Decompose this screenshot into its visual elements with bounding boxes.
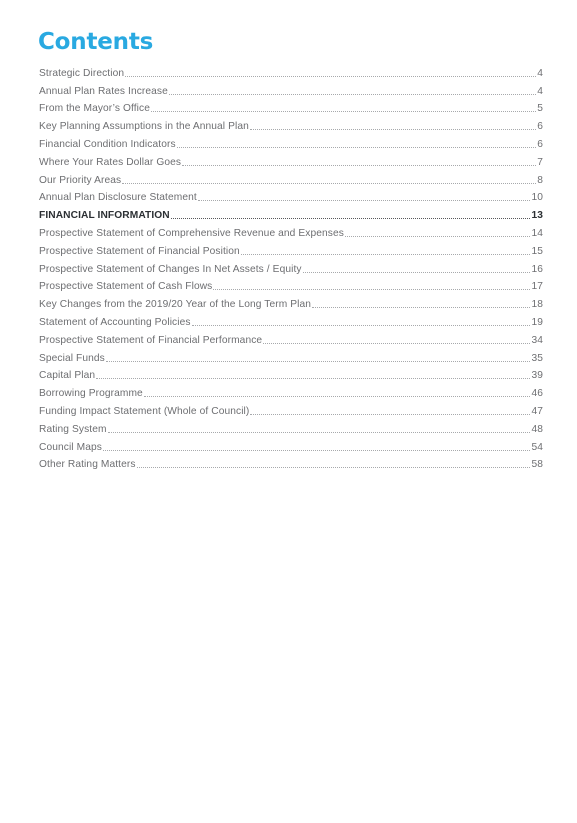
dot-leader xyxy=(177,146,537,148)
toc-entry[interactable] xyxy=(39,418,543,436)
toc-entry-label: Strategic Direction xyxy=(39,67,125,79)
toc-entry[interactable] xyxy=(39,222,543,240)
toc-page-number: 6 xyxy=(537,138,543,150)
toc-page-number: 35 xyxy=(531,352,543,364)
toc-entry[interactable] xyxy=(39,115,543,133)
toc-entry-label: Prospective Statement of Cash Flows xyxy=(39,281,213,293)
dot-leader xyxy=(241,253,531,255)
toc-entry[interactable] xyxy=(39,133,543,151)
dot-leader xyxy=(250,128,536,130)
dot-leader xyxy=(171,217,531,219)
toc-entry-label: Funding Impact Statement (Whole of Council) xyxy=(39,405,250,417)
dot-leader xyxy=(345,235,531,237)
toc-entry-label: Key Changes from the 2019/20 Year of the Long Term Plan xyxy=(39,299,312,311)
toc-entry[interactable] xyxy=(39,293,543,311)
page-title: Contents xyxy=(38,29,154,55)
toc-section-heading[interactable] xyxy=(39,204,543,222)
toc-entry[interactable] xyxy=(39,454,543,472)
toc-page-number: 19 xyxy=(531,316,543,328)
dot-leader xyxy=(303,271,531,273)
dot-leader xyxy=(137,466,531,468)
toc-entry-label: Statement of Accounting Policies xyxy=(39,316,191,328)
dot-leader xyxy=(106,360,531,362)
dot-leader xyxy=(108,431,531,433)
dot-leader xyxy=(192,324,531,326)
toc-page-number: 47 xyxy=(531,405,543,417)
toc-entry-label: Financial Condition Indicators xyxy=(39,138,176,150)
toc-entry-label: Special Funds xyxy=(39,352,105,364)
toc-entry-label: Council Maps xyxy=(39,441,102,453)
toc-entry[interactable] xyxy=(39,80,543,98)
toc-entry-label: Key Planning Assumptions in the Annual Plan xyxy=(39,121,249,133)
toc-page-number: 39 xyxy=(531,370,543,382)
dot-leader xyxy=(250,413,530,415)
toc-page-number: 4 xyxy=(537,67,543,79)
toc-entry-label: Annual Plan Disclosure Statement xyxy=(39,192,197,204)
dot-leader xyxy=(312,306,530,308)
toc-entry-label: Our Priority Areas xyxy=(39,174,122,186)
toc-entry-label: Prospective Statement of Financial Performance xyxy=(39,334,263,346)
toc-entry-label: Other Rating Matters xyxy=(39,459,136,471)
dot-leader xyxy=(96,377,530,379)
toc-page-number: 58 xyxy=(531,459,543,471)
toc-page-number: 6 xyxy=(537,121,543,133)
toc-entry-label: Prospective Statement of Comprehensive Revenue and Expenses xyxy=(39,227,344,239)
toc-page-number: 48 xyxy=(531,423,543,435)
toc-entry[interactable] xyxy=(39,169,543,187)
table-of-contents xyxy=(39,62,543,471)
toc-entry[interactable] xyxy=(39,258,543,276)
toc-entry[interactable] xyxy=(39,151,543,169)
dot-leader xyxy=(263,342,530,344)
toc-entry[interactable] xyxy=(39,240,543,258)
toc-entry[interactable] xyxy=(39,436,543,454)
toc-entry[interactable] xyxy=(39,382,543,400)
toc-entry[interactable] xyxy=(39,400,543,418)
toc-page-number: 8 xyxy=(537,174,543,186)
toc-page-number: 14 xyxy=(531,227,543,239)
toc-entry-label: Prospective Statement of Changes In Net Assets / Equity xyxy=(39,263,302,275)
toc-entry[interactable] xyxy=(39,276,543,294)
toc-entry[interactable] xyxy=(39,187,543,205)
toc-page-number: 5 xyxy=(537,103,543,115)
dot-leader xyxy=(213,288,530,290)
dot-leader xyxy=(125,75,536,77)
dot-leader xyxy=(151,110,536,112)
toc-entry-label: Borrowing Programme xyxy=(39,388,143,400)
toc-page-number: 46 xyxy=(531,388,543,400)
toc-entry-label: Rating System xyxy=(39,423,107,435)
dot-leader xyxy=(169,93,536,95)
toc-page-number: 16 xyxy=(531,263,543,275)
toc-entry[interactable] xyxy=(39,62,543,80)
toc-page-number: 15 xyxy=(531,245,543,257)
toc-entry[interactable] xyxy=(39,98,543,116)
toc-entry-label: Capital Plan xyxy=(39,370,96,382)
toc-entry[interactable] xyxy=(39,347,543,365)
toc-entry-label: FINANCIAL INFORMATION xyxy=(39,210,170,222)
toc-page-number: 18 xyxy=(531,299,543,311)
toc-page-number: 10 xyxy=(531,192,543,204)
toc-entry-label: Annual Plan Rates Increase xyxy=(39,85,168,97)
toc-entry-label: Prospective Statement of Financial Position xyxy=(39,245,240,257)
dot-leader xyxy=(198,199,531,201)
toc-page-number: 54 xyxy=(531,441,543,453)
dot-leader xyxy=(144,395,531,397)
toc-page-number: 7 xyxy=(537,156,543,168)
toc-entry-label: Where Your Rates Dollar Goes xyxy=(39,156,182,168)
toc-entry-label: From the Mayor’s Office xyxy=(39,103,150,115)
toc-entry[interactable] xyxy=(39,329,543,347)
toc-entry[interactable] xyxy=(39,311,543,329)
toc-page-number: 34 xyxy=(531,334,543,346)
toc-entry[interactable] xyxy=(39,365,543,383)
dot-leader xyxy=(122,182,536,184)
dot-leader xyxy=(182,164,536,166)
toc-page-number: 4 xyxy=(537,85,543,97)
toc-page-number: 13 xyxy=(531,210,543,222)
toc-page-number: 17 xyxy=(531,281,543,293)
dot-leader xyxy=(103,449,531,451)
